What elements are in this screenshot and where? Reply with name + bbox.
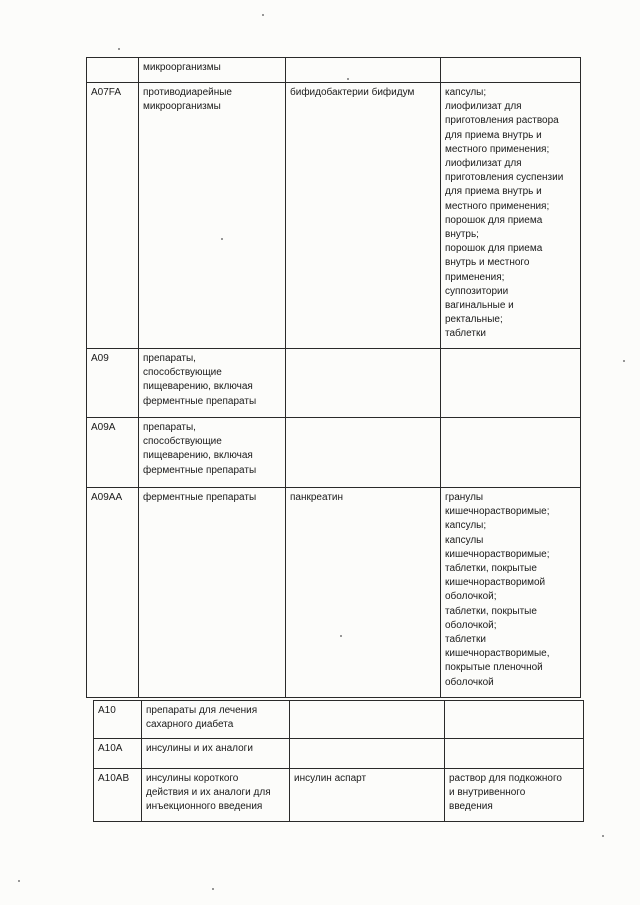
dosage-forms-cell [441, 418, 581, 488]
scan-speck [18, 880, 20, 882]
active-substance-cell [286, 349, 441, 418]
table-row [94, 739, 584, 769]
scan-speck [118, 48, 120, 50]
table-row [94, 769, 584, 822]
scan-speck [340, 635, 342, 637]
scan-speck [262, 14, 264, 16]
pharmacological-group-cell: ферментные препараты [139, 488, 286, 698]
atc-code-cell: A09A [87, 418, 139, 488]
atc-code-cell: A10A [94, 739, 142, 769]
active-substance-cell: инсулин аспарт [290, 769, 445, 822]
pharmacological-group-cell: микроорганизмы [139, 58, 286, 83]
pharmacological-group-cell: противодиарейные микроорганизмы [139, 83, 286, 349]
scan-speck [623, 360, 625, 362]
pharmacological-group-cell: препараты для лечения сахарного диабета [142, 701, 290, 739]
atc-code-cell: A07FA [87, 83, 139, 349]
active-substance-cell [286, 58, 441, 83]
atc-code-cell [87, 58, 139, 83]
dosage-forms-cell: капсулы; лиофилизат для приготовления раствора для приема внутрь и местного применения; лиофилизат для приготовления суспензии для приема внутрь и местного применения; порошок для приема внутрь; порошок для приема внутрь и местного применения; суппозитории вагинальные и ректальные; таблетки [441, 83, 581, 349]
dosage-forms-cell [445, 701, 584, 739]
dosage-forms-cell: раствор для подкожного и внутривенного введения [445, 769, 584, 822]
table-row [87, 418, 581, 488]
dosage-forms-cell [441, 58, 581, 83]
scan-speck [347, 78, 349, 80]
dosage-forms-cell: гранулы кишечнорастворимые; капсулы; капсулы кишечнорастворимые; таблетки, покрытые кишечнорастворимой оболочкой; таблетки, покрытые оболочкой; таблетки кишечнорастворимые, покрытые пленочной оболочкой [441, 488, 581, 698]
atc-code-cell: A10AB [94, 769, 142, 822]
active-substance-cell [286, 418, 441, 488]
medicines-table-upper [86, 57, 581, 698]
scan-speck [212, 888, 214, 890]
scan-speck [221, 238, 223, 240]
table-row [87, 83, 581, 349]
active-substance-cell [290, 739, 445, 769]
table-row [87, 488, 581, 698]
pharmacological-group-cell: препараты, способствующие пищеварению, включая ферментные препараты [139, 418, 286, 488]
scan-speck [602, 835, 604, 837]
dosage-forms-cell [441, 349, 581, 418]
pharmacological-group-cell: инсулины и их аналоги [142, 739, 290, 769]
table-row [94, 701, 584, 739]
pharmacological-group-cell: препараты, способствующие пищеварению, включая ферментные препараты [139, 349, 286, 418]
table-row [87, 349, 581, 418]
active-substance-cell: бифидобактерии бифидум [286, 83, 441, 349]
medicines-table-lower [93, 700, 584, 822]
atc-code-cell: A09 [87, 349, 139, 418]
atc-code-cell: A09AA [87, 488, 139, 698]
pharmacological-group-cell: инсулины короткого действия и их аналоги для инъекционного введения [142, 769, 290, 822]
active-substance-cell [290, 701, 445, 739]
table-row [87, 58, 581, 83]
active-substance-cell: панкреатин [286, 488, 441, 698]
dosage-forms-cell [445, 739, 584, 769]
atc-code-cell: A10 [94, 701, 142, 739]
